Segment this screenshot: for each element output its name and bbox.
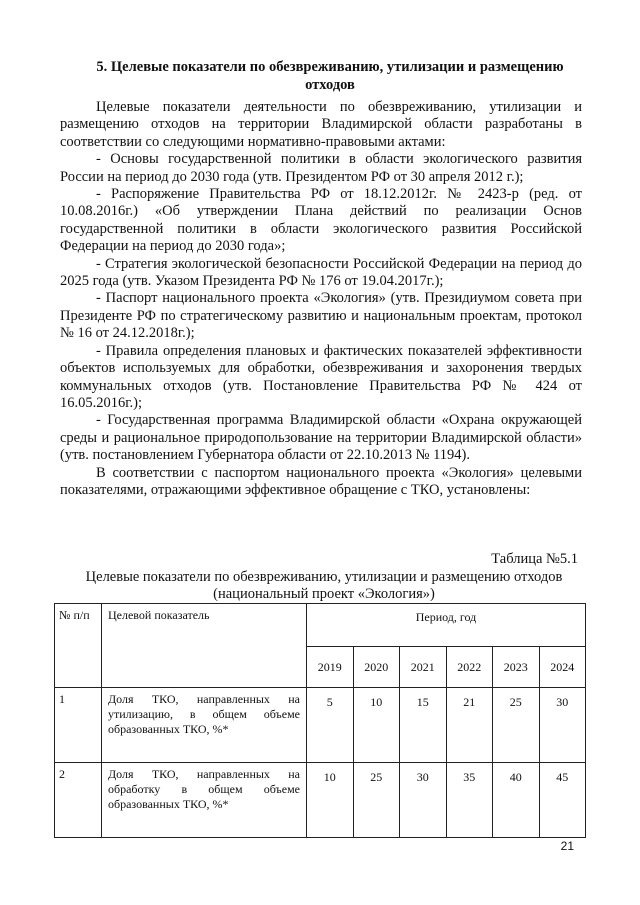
year-cell: 2021	[400, 647, 447, 688]
value-cell: 10	[353, 688, 400, 763]
paragraph-item-5: - Правила определения плановых и фактических показателей эффективности объектов используемых для обработки, обезвреживания и захоронения твердых коммунальных отходов (утв. Постановление Правительства РФ № 424 от 16.05.2016г.);	[60, 342, 582, 411]
indicators-table	[54, 603, 586, 838]
row-num: 1	[55, 688, 102, 763]
section-heading	[60, 58, 600, 94]
value-cell: 15	[400, 688, 447, 763]
table-caption	[60, 569, 588, 604]
table-caption-line2: (национальный проект «Экология»)	[213, 586, 435, 603]
paragraph-item-3: - Стратегия экологической безопасности Российской Федерации на период до 2025 года (утв. Указом Президента РФ № 176 от 19.04.2017г.);	[60, 255, 582, 290]
section-heading-line1: 5. Целевые показатели по обезвреживанию, утилизации и размещению	[96, 59, 564, 75]
paragraph-item-4: - Паспорт национального проекта «Экология» (утв. Президиумом совета при Президенте РФ по стратегическому развитию и национальным проектам, протокол № 16 от 24.12.2018г.);	[60, 290, 582, 342]
header-indicator-text: Целевой показатель	[108, 608, 210, 622]
value-cell: 21	[446, 688, 493, 763]
paragraph-item-1: - Основы государственной политики в области экологического развития России на период до 2030 года (утв. Президентом РФ от 30 апреля 2012 г.);	[60, 151, 582, 185]
page-number: 21	[560, 839, 574, 853]
section-heading-line2: отходов	[305, 77, 355, 93]
paragraph-item-6: - Государственная программа Владимирской области «Охрана окружающей среды и рациональное природопользование на территории Владимирской области» (утв. постановлением Губернатора области от 22.10.2013 № 1194).	[60, 412, 582, 464]
row-indicator-text: Доля ТКО, направленных на утилизацию, в общем объеме образованных ТКО, %*	[108, 692, 300, 736]
header-indicator	[102, 604, 307, 688]
body-text	[60, 99, 582, 499]
header-num: № п/п	[55, 604, 102, 688]
value-cell: 25	[353, 763, 400, 838]
row-indicator	[102, 763, 307, 838]
table-number: Таблица №5.1	[491, 551, 578, 567]
row-indicator-text: Доля ТКО, направленных на обработку в общем объеме образованных ТКО, %*	[108, 767, 300, 811]
header-period: Период, год	[307, 604, 586, 647]
table-row	[55, 763, 586, 838]
value-cell: 25	[493, 688, 540, 763]
table-row	[55, 688, 586, 763]
table-caption-line1: Целевые показатели по обезвреживанию, утилизации и размещению отходов	[85, 569, 563, 585]
value-cell: 5	[307, 688, 354, 763]
value-cell: 45	[539, 763, 586, 838]
table-header-row	[55, 604, 586, 647]
value-cell: 30	[539, 688, 586, 763]
year-cell: 2019	[307, 647, 354, 688]
value-cell: 40	[493, 763, 540, 838]
row-indicator	[102, 688, 307, 763]
paragraph-intro: Целевые показатели деятельности по обезвреживанию, утилизации и размещению отходов на территории Владимирской области разработаны в соответствии со следующими нормативно-правовыми актами:	[60, 99, 582, 150]
year-cell: 2024	[539, 647, 586, 688]
row-num: 2	[55, 763, 102, 838]
year-cell: 2022	[446, 647, 493, 688]
value-cell: 35	[446, 763, 493, 838]
value-cell: 30	[400, 763, 447, 838]
paragraph-item-2: - Распоряжение Правительства РФ от 18.12.2012г. № 2423-р (ред. от 10.08.2016г.) «Об утверждении Плана действий по реализации Основ государственной политики в области экологического развития Российской Федерации на период до 2030 года»;	[60, 186, 582, 255]
paragraph-conclusion: В соответствии с паспортом национального проекта «Экология» целевыми показателями, отражающими эффективное обращение с ТКО, установлены:	[60, 464, 582, 498]
year-cell: 2023	[493, 647, 540, 688]
value-cell: 10	[307, 763, 354, 838]
year-cell: 2020	[353, 647, 400, 688]
